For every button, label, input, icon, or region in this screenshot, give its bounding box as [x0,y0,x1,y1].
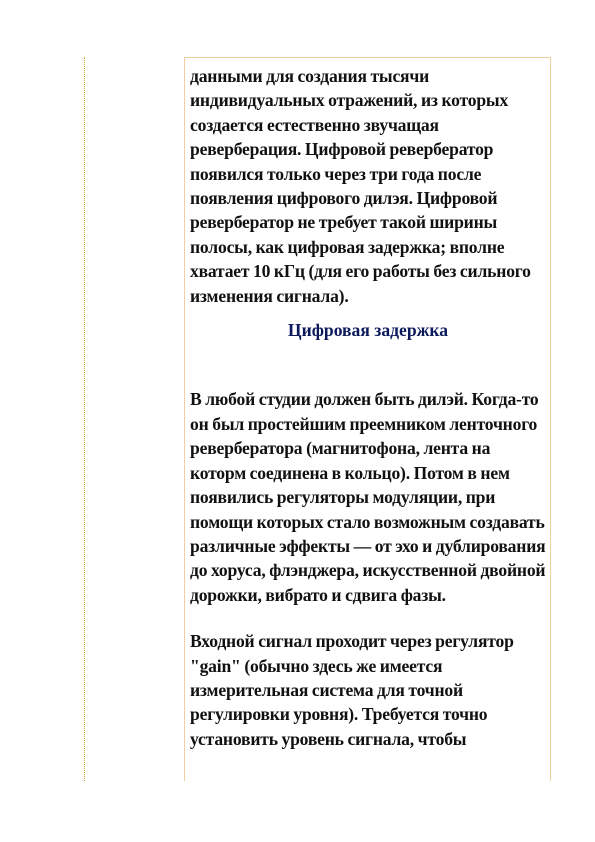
paragraph-text-end: " (обычно здесь же имеется измерительная система для точной регулировки уровня). Требуется точно установить уровень сигнала, чтобы [190,655,488,749]
section-heading: Цифровая задержка [287,320,449,341]
spacer [190,607,546,629]
gain-term: gain [199,655,232,676]
left-margin-rule [84,57,85,781]
paragraph-input-signal [190,629,546,751]
paragraph-text-start: Входной сигнал проходит через регулятор " [190,631,514,676]
text-frame [184,57,551,781]
paragraph-delay-intro: В любой студии должен быть дилэй. Когда-то он был простейшим преемником ленточного ревербератора (магнитофона, лента на которм соединена в кольцо). Потом в нем появились регуляторы модуляции, при помощи которых стало возможным создавать различные эффекты — от эхо и дублирования до хоруса, флэнджера, искусственной двойной дорожки, вибрато и сдвига фазы. [190,389,546,605]
paragraph-reverb: данными для создания тысячи индивидуальных отражений, из которых создается естественно звучащая реверберация. Цифровой ревербератор появился только через три года после появления цифрового дилэя. Цифровой ревербератор не требует такой ширины полосы, как цифровая задержка; вполне хватает 10 кГц (для его работы без сильного изменения сигнала). [190,66,531,306]
spacer [190,342,546,387]
